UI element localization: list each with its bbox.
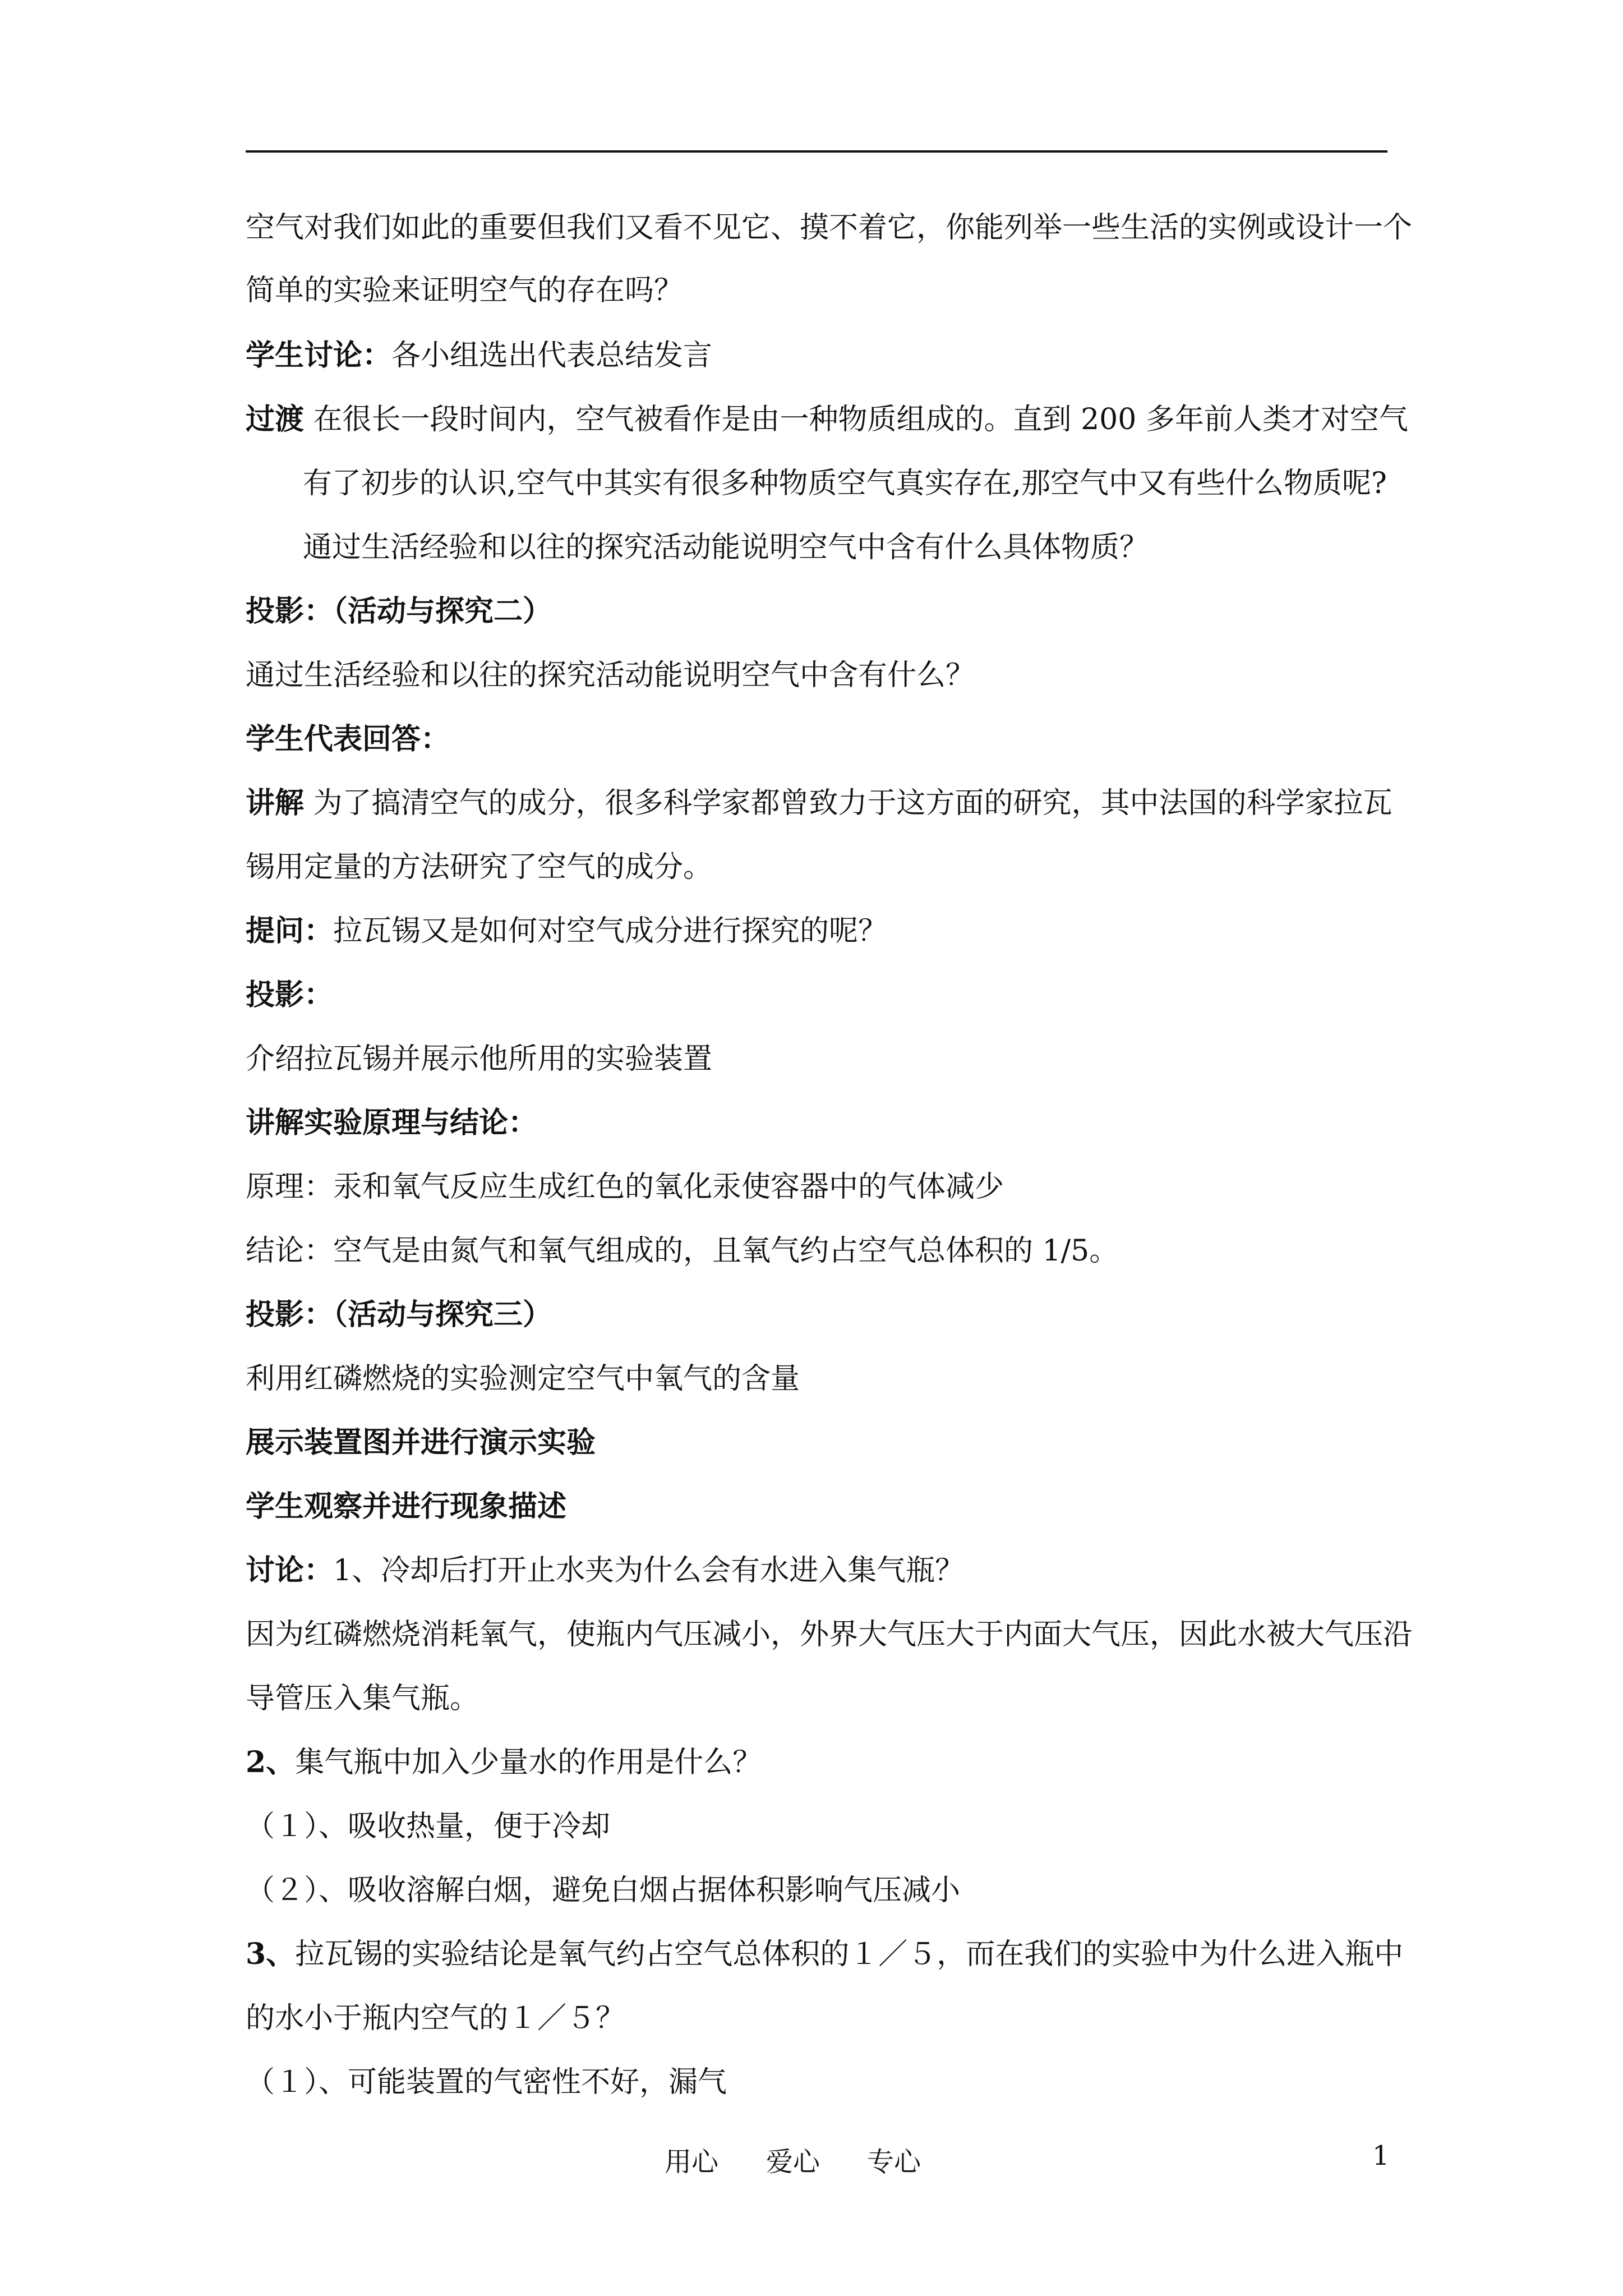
label: 讨论：: [246, 1553, 334, 1588]
paragraph-23: [246, 1859, 1390, 1922]
paragraph-11: [246, 1092, 1390, 1154]
label: 展示装置图并进行演示实验: [246, 1425, 596, 1460]
label: 2、: [246, 1745, 296, 1779]
label: 讲解: [246, 786, 305, 820]
paragraph-2: [246, 324, 1390, 387]
paragraph-17: [246, 1475, 1390, 1538]
paragraph-10: [246, 1028, 1390, 1091]
text: （２）、吸收溶解白烟，避免白烟占据体积影响气压减小: [246, 1874, 961, 1907]
paragraph-15: [246, 1347, 1390, 1410]
label: 投影：: [246, 978, 334, 1012]
paragraph-26: [246, 2051, 1390, 2114]
text: 1、冷却后打开止水夹为什么会有水进入集气瓶？: [333, 1554, 965, 1588]
text: （１）、可能装置的气密性不好，漏气: [246, 2065, 727, 2099]
text: 拉瓦锡又是如何对空气成分进行探究的呢？: [333, 914, 888, 948]
paragraph-24: [246, 1923, 1404, 1986]
label: 3、: [246, 1937, 296, 1971]
paragraph-21: [246, 1731, 1390, 1794]
paragraph-19: [246, 1603, 1413, 1666]
paragraph-14: [246, 1283, 1390, 1346]
text: 通过生活经验和以往的探究活动能说明空气中含有什么具体物质？: [303, 531, 1149, 564]
paragraph-3-line-2: [303, 452, 1447, 515]
paragraph-1-line-2: [246, 259, 1390, 322]
text: 的水小于瓶内空气的１／５？: [246, 2001, 625, 2035]
text: 各小组选出代表总结发言: [391, 339, 713, 372]
paragraph-3-line-3: [303, 516, 1447, 579]
footer-left: 用心: [665, 2146, 719, 2178]
label: 学生讨论：: [246, 338, 392, 372]
text: 为了搞清空气的成分，很多科学家都曾致力于这方面的研究，其中法国的科学家拉瓦: [304, 786, 1393, 820]
text: 空气对我们如此的重要但我们又看不见它、摸不着它，你能列举一些生活的实例或设计一个: [246, 211, 1413, 245]
label: 学生观察并进行现象描述: [246, 1489, 567, 1524]
paragraph-8: [246, 900, 1390, 963]
paragraph-3-line-1: [246, 388, 1408, 451]
paragraph-13: [246, 1220, 1390, 1282]
paragraph-7-line-1: [246, 772, 1393, 835]
text: 简单的实验来证明空气的存在吗？: [246, 274, 684, 307]
text: 在很长一段时间内，空气被看作是由一种物质组成的。直到 200 多年前人类才对空气: [304, 403, 1408, 436]
text: 集气瓶中加入少量水的作用是什么？: [295, 1746, 762, 1779]
label: 投影：（活动与探究二）: [246, 594, 552, 628]
paragraph-20: [246, 1667, 1390, 1730]
footer-right: 专心: [867, 2146, 921, 2178]
label: 提问：: [246, 914, 334, 948]
page-number: 1: [1372, 2140, 1390, 2171]
paragraph-12: [246, 1156, 1390, 1218]
label: 投影：（活动与探究三）: [246, 1297, 552, 1332]
paragraph-5: [246, 644, 1390, 707]
paragraph-4: [246, 580, 1390, 643]
text: 结论：空气是由氮气和氧气组成的，且氧气约占空气总体积的 1/5。: [246, 1234, 1119, 1268]
footer-middle: 爱心: [766, 2146, 820, 2178]
text: 通过生活经验和以往的探究活动能说明空气中含有什么？: [246, 659, 975, 692]
paragraph-6: [246, 708, 1390, 771]
paragraph-1-line-1: [246, 196, 1413, 259]
text: 锡用定量的方法研究了空气的成分。: [246, 850, 713, 884]
paragraph-18: [246, 1539, 1390, 1602]
paragraph-9: [246, 964, 1390, 1027]
paragraph-16: [246, 1411, 1390, 1474]
text: 导管压入集气瓶。: [246, 1682, 479, 1715]
label: 学生代表回答：: [246, 722, 450, 756]
text: 介绍拉瓦锡并展示他所用的实验装置: [246, 1042, 713, 1076]
header-rule: [246, 150, 1387, 153]
text: 因为红磷燃烧消耗氧气，使瓶内气压减小，外界大气压大于内面大气压，因此水被大气压沿: [246, 1618, 1413, 1651]
text: 原理：汞和氧气反应生成红色的氧化汞使容器中的气体减少: [246, 1170, 1004, 1204]
label: 讲解实验原理与结论：: [246, 1106, 538, 1140]
paragraph-7-line-2: [246, 836, 1390, 899]
paragraph-25: [246, 1987, 1390, 2050]
paragraph-22: [246, 1795, 1390, 1858]
text: （１）、吸收热量，便于冷却: [246, 1810, 611, 1843]
text: 有了初步的认识,空气中其实有很多种物质空气真实存在,那空气中又有些什么物质呢?: [303, 467, 1387, 500]
text: 拉瓦锡的实验结论是氧气约占空气总体积的１／５，而在我们的实验中为什么进入瓶中: [295, 1938, 1404, 1971]
text: 利用红磷燃烧的实验测定空气中氧气的含量: [246, 1362, 800, 1396]
label: 过渡: [246, 402, 305, 436]
